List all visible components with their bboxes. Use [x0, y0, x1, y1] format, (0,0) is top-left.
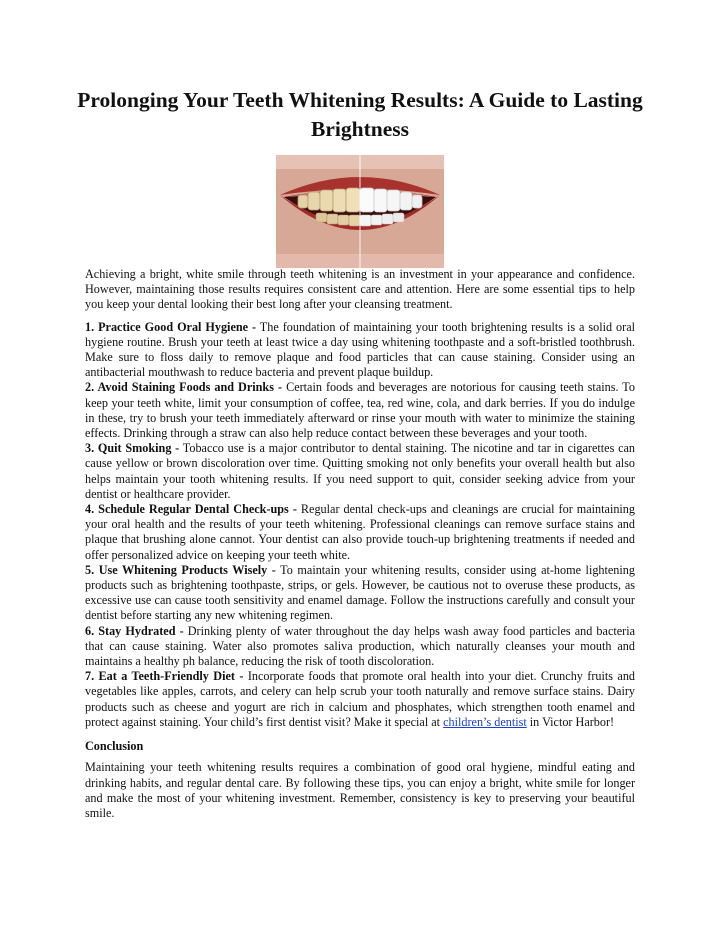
tip-heading: 5. Use Whitening Products Wisely - — [85, 562, 276, 577]
conclusion-paragraph: Maintaining your teeth whitening results requires a combination of good oral hygiene, mindful eating and drinking habits, and regular dental care. By following these tips, you can enjoy a bright, white smile for longer and make the most of your whitening investment. Remember, consistency is key to preserving your beautiful smile. — [85, 760, 635, 820]
tip-2 — [85, 380, 635, 441]
tip-text: Certain foods and beverages are notorious for causing teeth stains. To keep your teeth white, limit your consumption of coffee, tea, red wine, cola, and dark berries. If you do indulge in these, try to brush your teeth immediately afterward or rinse your mouth with water to minimize the staining effects. Drinking through a straw can also help reduce contact between these beverages and your tooth. — [85, 380, 635, 441]
tip-text: The foundation of maintaining your tooth brightening results is a solid oral hygiene routine. Brush your teeth at least twice a day using whitening toothpaste and a soft-bristled toothbrush. Make sure to floss daily to remove plaque and food particles that can cause staining. Consider using an antibacterial mouthwash to reduce bacteria and prevent plaque buildup. — [85, 319, 635, 380]
article-body — [85, 267, 635, 821]
tip-5 — [85, 563, 635, 624]
tip-7 — [85, 669, 635, 730]
tip-heading: 2. Avoid Staining Foods and Drinks - — [85, 380, 283, 395]
tip-text-after: in Victor Harbor! — [526, 714, 615, 729]
childrens-dentist-link[interactable]: children’s dentist — [443, 714, 527, 729]
tip-heading: 7. Eat a Teeth-Friendly Diet - — [85, 669, 244, 684]
page-title: Prolonging Your Teeth Whitening Results: A Guide to Lasting Brightness — [77, 88, 643, 141]
tip-heading: 3. Quit Smoking - — [85, 441, 180, 456]
tip-text: Drinking plenty of water throughout the day helps wash away food particles and bacteria that can cause staining. Water also promotes saliva production, which naturally cleanses your mouth and maintains a healthy ph balance, reducing the risk of tooth discoloration. — [85, 623, 635, 669]
tip-text: Incorporate foods that promote oral health into your diet. Crunchy fruits and vegetables like apples, carrots, and celery can help scrub your tooth naturally and remove surface stains. Dairy products such as cheese and yogurt are rich in calcium and phosphates, which strengthen tooth enamel and protect against staining. Your child’s first dentist visit? Make it special at — [85, 669, 636, 729]
tip-text: Tobacco use is a major contributor to dental staining. The nicotine and tar in cigarettes can cause yellow or brown discoloration over time. Quitting smoking not only benefits your overall health but also helps maintain your tooth whitening results. If you need support to quit, consider seeking advice from your dentist or healthcare provider. — [85, 441, 635, 501]
tip-heading: 6. Stay Hydrated - — [85, 623, 184, 638]
tip-6 — [85, 624, 635, 670]
tip-heading: 4. Schedule Regular Dental Check-ups - — [85, 502, 297, 517]
tip-heading: 1. Practice Good Oral Hygiene - — [85, 319, 257, 334]
tip-3 — [85, 441, 635, 502]
teeth-before-after-image — [276, 155, 444, 268]
tip-text: To maintain your whitening results, consider using at-home lightening products such as brightening toothpaste, strips, or gels. However, be cautious not to overuse these products, as excessive use can cause tooth sensitivity and enamel damage. Follow the instructions carefully and consult your dentist before starting any new whitening regimen. — [85, 562, 635, 623]
tip-text: Regular dental check-ups and cleanings are crucial for maintaining your oral health and the results of your teeth whitening. Professional cleanings can remove surface stains and plaque that brushing alone cannot. Your dentist can also provide touch-up brightening treatments if needed and offer personalized advice on keeping your teeth white. — [85, 502, 635, 562]
tip-1 — [85, 320, 635, 381]
tip-4 — [85, 502, 635, 563]
conclusion-heading: Conclusion — [85, 739, 144, 754]
intro-paragraph: Achieving a bright, white smile through teeth whitening is an investment in your appearance and confidence. However, maintaining those results requires consistent care and attention. Here are some essential tips to help you keep your dental looking their best long after your cleansing treatment. — [85, 267, 635, 312]
